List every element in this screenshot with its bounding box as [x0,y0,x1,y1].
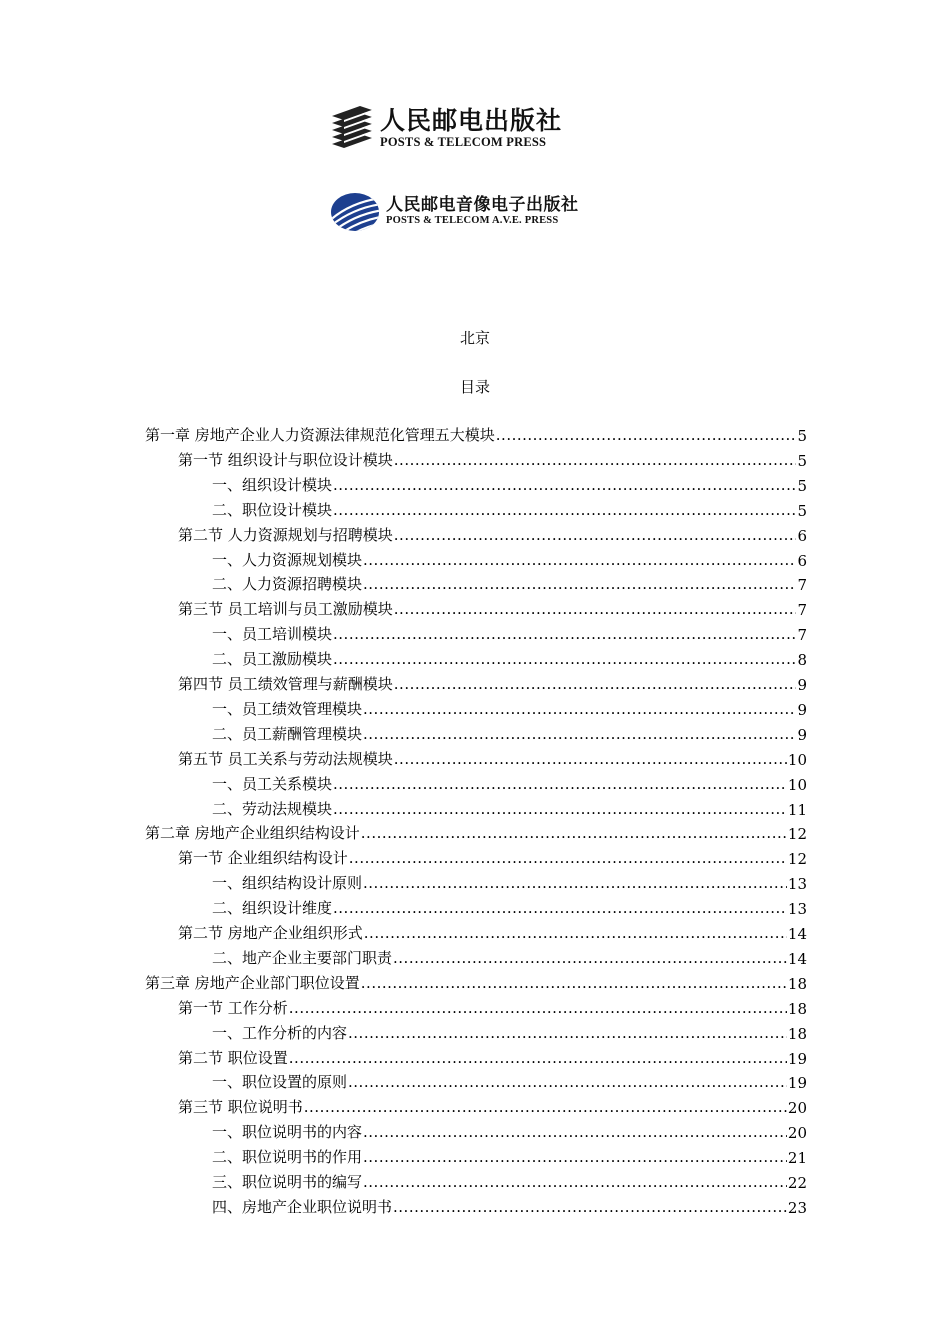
toc-entry-title: 一、工作分析的内容 [212,1023,348,1042]
toc-leader-dots [363,724,796,744]
toc-entry[interactable] [178,848,807,868]
toc-entry-title: 二、员工激励模块 [212,650,333,669]
toc-entry[interactable] [212,624,807,644]
toc-entry-page: 20 [787,1124,807,1143]
posts-telecom-ave-press-logo [330,192,579,232]
toc-entry-title: 二、组织设计维度 [212,899,333,918]
toc-entry[interactable] [145,823,807,843]
toc-entry[interactable] [212,948,807,968]
toc-entry[interactable] [212,1023,807,1043]
toc-entry[interactable] [178,525,807,545]
stacked-pages-icon [330,104,374,152]
toc-entry-page: 18 [787,999,807,1018]
toc-leader-dots [349,848,787,868]
toc-entry[interactable] [212,500,807,520]
toc-entry-page: 14 [787,925,807,943]
toc-entry-title: 二、劳动法规模块 [212,799,333,818]
toc-entry-page: 13 [787,900,807,919]
striped-globe-icon [330,192,380,232]
toc-entry-page: 6 [797,551,807,570]
toc-entry[interactable] [145,425,807,445]
toc-leader-dots [363,1122,787,1142]
toc-entry-page: 13 [787,875,807,894]
toc-entry[interactable] [212,1172,807,1192]
toc-leader-dots [364,923,787,943]
toc-leader-dots [333,624,796,644]
toc-leader-dots [304,1097,787,1117]
publisher-name-en: POSTS & TELECOM A.V.E. PRESS [386,215,559,227]
toc-leader-dots [289,998,787,1018]
toc-leader-dots [333,898,787,918]
publisher-name-cn: 人民邮电音像电子出版社 [386,195,579,216]
toc-leader-dots [394,450,797,470]
toc-leader-dots [361,823,787,843]
toc-entry[interactable] [212,550,807,570]
toc-entry[interactable] [178,923,807,943]
toc-entry-title: 一、员工关系模块 [212,774,333,793]
toc-entry[interactable] [178,749,807,769]
toc-entry[interactable] [212,898,807,918]
toc-entry-title: 第二节 房地产企业组织形式 [178,924,363,942]
toc-entry-title: 一、员工绩效管理模块 [212,699,363,718]
toc-entry-page: 5 [797,427,807,445]
toc-entry-title: 四、房地产企业职位说明书 [212,1197,393,1216]
toc-leader-dots [348,1023,787,1043]
toc-entry-page: 5 [797,476,807,495]
toc-entry-title: 第三节 员工培训与员工激励模块 [178,600,393,619]
toc-entry-title: 第五节 员工关系与劳动法规模块 [178,749,393,768]
toc-leader-dots [363,873,787,893]
toc-entry[interactable] [212,774,807,794]
toc-entry-page: 6 [797,526,807,545]
toc-entry-title: 第一节 企业组织结构设计 [178,849,348,868]
toc-leader-dots [333,799,787,819]
toc-entry-page: 8 [797,651,807,670]
toc-entry-title: 二、员工薪酬管理模块 [212,724,363,743]
toc-leader-dots [393,1197,787,1217]
toc-entry-title: 第一章 房地产企业人力资源法律规范化管理五大模块 [145,426,495,444]
toc-entry-title: 第三章 房地产企业部门职位设置 [145,973,360,992]
toc-entry[interactable] [178,998,807,1018]
toc-leader-dots [361,973,787,993]
toc-entry-title: 第二节 职位设置 [178,1048,288,1067]
toc-leader-dots [363,550,796,570]
toc-entry-title: 一、职位设置的原则 [212,1073,348,1092]
toc-leader-dots [363,1147,787,1167]
toc-entry-title: 第四节 员工绩效管理与薪酬模块 [178,675,393,693]
toc-entry[interactable] [212,1147,807,1167]
toc-entry-title: 一、员工培训模块 [212,625,333,644]
toc-entry[interactable] [212,799,807,819]
toc-entry-page: 18 [787,974,807,993]
toc-entry-page: 7 [797,576,807,595]
toc-entry-page: 10 [787,750,807,769]
toc-entry-page: 19 [787,1074,807,1093]
toc-entry[interactable] [145,973,807,993]
posts-telecom-press-logo [330,104,562,152]
toc-entry-page: 14 [787,949,807,968]
toc-entry-page: 23 [787,1198,807,1217]
toc-leader-dots [393,948,787,968]
toc-leader-dots [496,425,797,445]
toc-entry-title: 第三节 职位说明书 [178,1098,303,1117]
toc-entry-title: 一、职位说明书的内容 [212,1123,363,1142]
toc-leader-dots [333,475,796,495]
toc-entry-title: 一、组织设计模块 [212,475,333,494]
toc-entry-page: 7 [797,626,807,645]
toc-entry-page: 21 [787,1149,807,1168]
toc-entry-page: 9 [797,725,807,744]
toc-entry-page: 9 [797,676,807,694]
toc-entry-title: 一、人力资源规划模块 [212,550,363,569]
city-label: 北京 [459,329,490,347]
toc-leader-dots [363,1172,787,1192]
toc-entry-title: 三、职位说明书的编写 [212,1173,363,1191]
toc-entry-page: 5 [797,501,807,520]
toc-leader-dots [289,1048,787,1068]
toc-entry-title: 第二章 房地产企业组织结构设计 [145,824,360,843]
toc-entry-title: 一、组织结构设计原则 [212,874,363,893]
toc-entry-page: 7 [797,601,807,620]
toc-entry-page: 10 [787,775,807,794]
toc-entry[interactable] [212,1122,807,1142]
toc-entry[interactable] [212,649,807,669]
toc-leader-dots [363,574,796,594]
toc-leader-dots [394,749,787,769]
toc-entry-title: 第一节 工作分析 [178,998,288,1017]
toc-leader-dots [363,699,796,719]
toc-entry-page: 22 [787,1174,807,1192]
publisher-name-cn: 人民邮电出版社 [380,105,563,135]
toc-leader-dots [333,649,796,669]
toc-entry[interactable] [178,1097,807,1117]
toc-entry[interactable] [212,699,807,719]
toc-entry[interactable] [178,674,807,694]
toc-entry-page: 20 [787,1099,807,1118]
toc-entry-page: 5 [797,451,807,470]
toc-entry-page: 12 [787,850,807,869]
toc-entry-page: 11 [787,800,807,819]
toc-entry[interactable] [212,1072,807,1092]
publisher-name-en: POSTS & TELECOM PRESS [380,134,547,149]
toc-entry[interactable] [178,450,807,470]
toc-entry[interactable] [178,599,807,619]
toc-entry-title: 二、人力资源招聘模块 [212,575,363,594]
toc-leader-dots [394,674,797,694]
toc-entry[interactable] [178,1048,807,1068]
toc-entry[interactable] [212,724,807,744]
toc-leader-dots [394,599,797,619]
toc-entry-title: 第二节 人力资源规划与招聘模块 [178,525,393,544]
toc-entry-page: 12 [787,825,807,844]
toc-leader-dots [348,1072,787,1092]
toc-entry-page: 19 [787,1049,807,1068]
toc-leader-dots [333,500,796,520]
toc-leader-dots [394,525,797,545]
toc-entry[interactable] [212,873,807,893]
toc-entry-page: 18 [787,1024,807,1043]
toc-leader-dots [333,774,787,794]
toc-heading: 目录 [459,378,490,396]
toc-entry[interactable] [212,475,807,495]
toc-entry[interactable] [212,574,807,594]
toc-entry-title: 二、职位设计模块 [212,500,333,519]
toc-entry-page: 9 [797,700,807,719]
toc-entry[interactable] [212,1197,807,1217]
toc-entry-title: 二、职位说明书的作用 [212,1148,363,1167]
toc-entry-title: 二、地产企业主要部门职责 [212,948,393,967]
toc-entry-title: 第一节 组织设计与职位设计模块 [178,450,393,469]
